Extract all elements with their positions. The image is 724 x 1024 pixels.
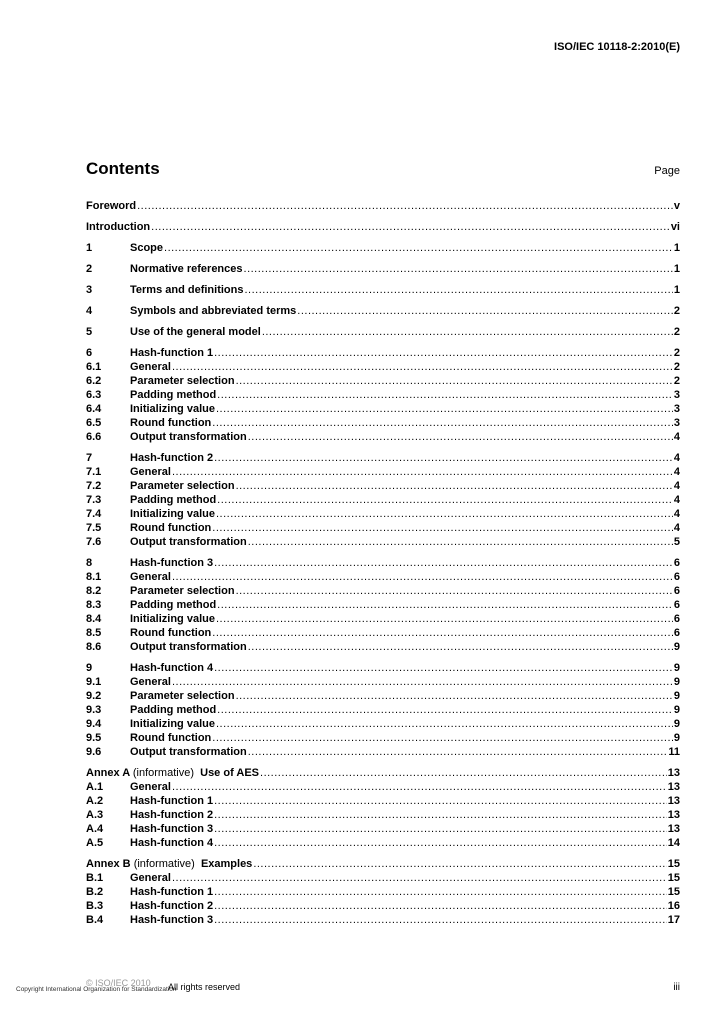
dot-leader: [214, 794, 667, 808]
toc-entry[interactable]: [86, 430, 680, 444]
toc-entry[interactable]: [86, 808, 680, 822]
toc-entry-page: 6: [673, 585, 680, 597]
toc-entry-number: 7.1: [86, 466, 102, 478]
toc-entry[interactable]: [86, 346, 680, 360]
toc-entry-title: Symbols and abbreviated terms: [130, 305, 297, 317]
toc-entry-page: vi: [670, 221, 680, 233]
toc-entry[interactable]: [86, 794, 680, 808]
dot-leader: [214, 556, 673, 570]
toc-entry-number: 9: [86, 662, 93, 674]
dot-leader: [172, 570, 673, 584]
annex-type-note: (informative): [132, 767, 194, 779]
toc-entry-number: 6.4: [86, 403, 102, 415]
toc-entry[interactable]: [86, 374, 680, 388]
toc-entry-number: 9.6: [86, 746, 102, 758]
annex-label: Annex A: [86, 767, 130, 779]
toc-entry[interactable]: [86, 871, 680, 885]
toc-entry-number: 6.2: [86, 375, 102, 387]
toc-entry[interactable]: [86, 535, 680, 549]
toc-entry-number: 6.1: [86, 361, 102, 373]
toc-entry-page: 1: [673, 284, 680, 296]
toc-entry[interactable]: [86, 913, 680, 927]
toc-entry-page: 2: [673, 375, 680, 387]
dot-leader: [262, 325, 673, 339]
page-column-label: Page: [654, 165, 680, 177]
dot-leader: [248, 430, 673, 444]
toc-entry[interactable]: [86, 661, 680, 675]
toc-group: [86, 283, 680, 297]
toc-entry[interactable]: [86, 451, 680, 465]
dot-leader: [217, 493, 673, 507]
toc-entry-number: A.4: [86, 823, 104, 835]
dot-leader: [212, 731, 673, 745]
toc-entry[interactable]: [86, 731, 680, 745]
toc-group: [86, 451, 680, 549]
toc-entry[interactable]: [86, 689, 680, 703]
dot-leader: [244, 283, 672, 297]
toc-entry-page: 6: [673, 599, 680, 611]
toc-entry[interactable]: [86, 857, 680, 871]
toc-entry-title: Round function: [130, 732, 212, 744]
dot-leader: [212, 626, 673, 640]
toc-entry-page: 13: [667, 809, 680, 821]
toc-entry-page: 1: [673, 263, 680, 275]
toc-entry[interactable]: [86, 626, 680, 640]
toc-entry[interactable]: [86, 584, 680, 598]
annex-title: Use of AES: [200, 767, 260, 779]
toc-entry-page: 6: [673, 627, 680, 639]
toc-entry-number: B.3: [86, 900, 104, 912]
toc-entry[interactable]: [86, 360, 680, 374]
dot-leader: [216, 402, 673, 416]
toc-group: [86, 857, 680, 927]
toc-entry[interactable]: [86, 598, 680, 612]
toc-entry-title: Padding method: [130, 389, 217, 401]
toc-entry-title: Initializing value: [130, 508, 215, 520]
toc-entry-number: 6.3: [86, 389, 102, 401]
dot-leader: [172, 675, 673, 689]
dot-leader: [214, 885, 667, 899]
toc-entry-title: Initializing value: [130, 403, 215, 415]
toc-entry-title: Parameter selection: [130, 690, 235, 702]
toc-entry-page: 4: [673, 494, 680, 506]
toc-entry-number: 8.3: [86, 599, 102, 611]
toc-entry[interactable]: [86, 402, 680, 416]
contents-title: Contents: [86, 159, 160, 178]
dot-leader: [217, 598, 673, 612]
toc-entry-title: Round function: [130, 627, 212, 639]
toc-group: [86, 304, 680, 318]
toc-entry[interactable]: [86, 780, 680, 794]
toc-entry-title: Scope: [130, 242, 164, 254]
dot-leader: [244, 262, 673, 276]
toc-entry-title: Parameter selection: [130, 375, 235, 387]
toc-entry-number: 9.5: [86, 732, 102, 744]
toc-entry-page: 3: [673, 403, 680, 415]
toc-entry-title: General: [130, 571, 171, 583]
toc-entry[interactable]: [86, 479, 680, 493]
toc-entry-title: Round function: [130, 522, 212, 534]
toc-entry-title: Hash-function 3: [130, 823, 214, 835]
dot-leader: [214, 822, 667, 836]
dot-leader: [172, 871, 667, 885]
toc-entry[interactable]: [86, 899, 680, 913]
dot-leader: [217, 703, 673, 717]
toc-entry[interactable]: [86, 885, 680, 899]
toc-entry[interactable]: [86, 556, 680, 570]
toc-entry-number: 7.5: [86, 522, 102, 534]
dot-leader: [151, 220, 670, 234]
toc-entry[interactable]: [86, 283, 680, 297]
toc-entry-title: Use of the general model: [130, 326, 261, 338]
copyright-stamp: © ISO/IEC 2010: [86, 978, 151, 988]
toc-entry-page: 4: [673, 452, 680, 464]
toc-entry-title: Parameter selection: [130, 480, 235, 492]
toc-entry-title: General: [130, 872, 171, 884]
toc-entry-title: Hash-function 1: [130, 795, 214, 807]
toc-entry-title: Parameter selection: [130, 585, 235, 597]
toc-entry-page: 4: [673, 480, 680, 492]
toc-entry-title: Initializing value: [130, 718, 215, 730]
toc-entry-number: 3: [86, 284, 93, 296]
toc-entry-number: 8.5: [86, 627, 102, 639]
dot-leader: [236, 374, 673, 388]
toc-entry-page: 15: [667, 858, 680, 870]
toc-entry-title: Hash-function 4: [130, 837, 214, 849]
toc-entry-page: 2: [673, 326, 680, 338]
toc-entry-page: 13: [667, 823, 680, 835]
toc-entry-number: 9.3: [86, 704, 102, 716]
toc-entry[interactable]: [86, 507, 680, 521]
toc-entry[interactable]: [86, 304, 680, 318]
toc-entry-title: Output transformation: [130, 431, 247, 443]
toc-entry-title: Output transformation: [130, 641, 247, 653]
toc-entry-number: 9.2: [86, 690, 102, 702]
toc-entry-number: 5: [86, 326, 93, 338]
dot-leader: [236, 689, 673, 703]
toc-entry-page: 9: [673, 676, 680, 688]
rights-reserved: All rights reserved: [168, 982, 241, 992]
toc-entry-title: Initializing value: [130, 613, 215, 625]
toc-entry-number: 6.6: [86, 431, 102, 443]
toc-entry-number: 6: [86, 347, 93, 359]
toc-entry-number: 9.4: [86, 718, 102, 730]
dot-leader: [137, 199, 673, 213]
toc-entry[interactable]: [86, 745, 680, 759]
toc-entry-title: Hash-function 1: [130, 347, 214, 359]
toc-entry[interactable]: [86, 493, 680, 507]
toc-entry-title: [86, 766, 259, 780]
dot-leader: [260, 766, 667, 780]
toc-entry-number: 4: [86, 305, 93, 317]
toc-entry-title: Normative references: [130, 263, 243, 275]
document-id: ISO/IEC 10118-2:2010(E): [554, 41, 680, 53]
dot-leader: [216, 507, 673, 521]
toc-entry-title: Hash-function 2: [130, 900, 214, 912]
toc-entry-title: General: [130, 361, 171, 373]
toc-entry-page: 4: [673, 466, 680, 478]
toc-entry-title: Hash-function 1: [130, 886, 214, 898]
dot-leader: [236, 479, 673, 493]
toc-entry-number: 6.5: [86, 417, 102, 429]
toc-entry-title: Foreword: [86, 200, 137, 212]
toc-group: [86, 325, 680, 339]
dot-leader: [164, 241, 673, 255]
toc-entry-title: Padding method: [130, 494, 217, 506]
dot-leader: [214, 913, 667, 927]
toc-entry[interactable]: [86, 766, 680, 780]
dot-leader: [214, 346, 673, 360]
toc-entry-title: Round function: [130, 417, 212, 429]
toc-entry[interactable]: [86, 199, 680, 213]
toc-entry[interactable]: [86, 465, 680, 479]
toc-entry-number: B.2: [86, 886, 104, 898]
toc-entry-page: 9: [673, 704, 680, 716]
toc-entry-page: 9: [673, 662, 680, 674]
toc-entry[interactable]: [86, 220, 680, 234]
annex-type-note: (informative): [133, 858, 195, 870]
toc-entry-number: B.1: [86, 872, 104, 884]
dot-leader: [212, 416, 673, 430]
dot-leader: [217, 388, 673, 402]
toc-entry-title: Hash-function 3: [130, 557, 214, 569]
toc-entry-number: A.3: [86, 809, 104, 821]
toc-entry-page: 3: [673, 417, 680, 429]
toc-entry-page: 9: [673, 718, 680, 730]
toc-entry-number: 7.6: [86, 536, 102, 548]
dot-leader: [214, 808, 667, 822]
dot-leader: [214, 661, 673, 675]
toc-entry[interactable]: [86, 416, 680, 430]
toc-entry-title: General: [130, 466, 171, 478]
dot-leader: [214, 836, 667, 850]
toc-entry-number: 9.1: [86, 676, 102, 688]
toc-entry-number: A.5: [86, 837, 104, 849]
toc-group: [86, 346, 680, 444]
toc-entry[interactable]: [86, 717, 680, 731]
toc-entry-page: v: [673, 200, 680, 212]
toc-entry-page: 5: [673, 536, 680, 548]
toc-entry[interactable]: [86, 325, 680, 339]
toc-group: [86, 241, 680, 255]
toc-entry-title: Hash-function 2: [130, 809, 214, 821]
toc-group: [86, 199, 680, 213]
annex-title: Examples: [200, 858, 253, 870]
toc-entry-page: 9: [673, 690, 680, 702]
toc-entry-title: [86, 857, 252, 871]
dot-leader: [248, 745, 668, 759]
toc-entry[interactable]: [86, 640, 680, 654]
toc-entry[interactable]: [86, 521, 680, 535]
toc-entry-number: A.1: [86, 781, 104, 793]
toc-entry-page: 4: [673, 508, 680, 520]
toc-group: [86, 766, 680, 850]
toc-entry[interactable]: [86, 241, 680, 255]
dot-leader: [248, 535, 673, 549]
toc-entry[interactable]: [86, 703, 680, 717]
toc-entry-title: General: [130, 781, 171, 793]
toc-entry[interactable]: [86, 822, 680, 836]
dot-leader: [172, 465, 673, 479]
toc-entry-page: 3: [673, 389, 680, 401]
toc-entry[interactable]: [86, 675, 680, 689]
toc-entry-page: 13: [667, 795, 680, 807]
toc-entry-number: 7: [86, 452, 93, 464]
toc-entry-page: 4: [673, 431, 680, 443]
toc-entry-number: 2: [86, 263, 93, 275]
toc-entry-page: 4: [673, 522, 680, 534]
toc-entry[interactable]: [86, 836, 680, 850]
toc-entry-page: 9: [673, 641, 680, 653]
toc-entry-page: 1: [673, 242, 680, 254]
toc-entry-title: Hash-function 4: [130, 662, 214, 674]
dot-leader: [236, 584, 673, 598]
toc-entry-number: 7.4: [86, 508, 102, 520]
toc-entry-title: General: [130, 676, 171, 688]
toc-entry-number: B.4: [86, 914, 104, 926]
footer-page-number: iii: [673, 982, 680, 993]
toc-entry[interactable]: [86, 388, 680, 402]
toc-entry-title: Padding method: [130, 599, 217, 611]
toc-entry-title: Hash-function 2: [130, 452, 214, 464]
toc-entry-title: Terms and definitions: [130, 284, 244, 296]
toc-entry-number: 8.1: [86, 571, 102, 583]
toc-entry-page: 9: [673, 732, 680, 744]
dot-leader: [214, 899, 667, 913]
dot-leader: [253, 857, 666, 871]
toc-entry-title: Introduction: [86, 221, 151, 233]
toc-entry-page: 15: [667, 872, 680, 884]
toc-entry-page: 2: [673, 347, 680, 359]
toc-entry-page: 13: [667, 767, 680, 779]
toc-entry-page: 13: [667, 781, 680, 793]
toc-entry-number: A.2: [86, 795, 104, 807]
toc-group: [86, 556, 680, 654]
dot-leader: [212, 521, 673, 535]
toc-entry-page: 11: [668, 746, 680, 758]
dot-leader: [216, 717, 673, 731]
toc-entry-page: 14: [667, 837, 680, 849]
toc-group: [86, 220, 680, 234]
dot-leader: [172, 360, 673, 374]
toc-entry-page: 17: [667, 914, 680, 926]
toc-entry-title: Output transformation: [130, 536, 247, 548]
toc-entry-page: 15: [667, 886, 680, 898]
toc-entry-number: 8.4: [86, 613, 102, 625]
dot-leader: [214, 451, 673, 465]
dot-leader: [297, 304, 673, 318]
toc-entry-title: Padding method: [130, 704, 217, 716]
toc-entry[interactable]: [86, 262, 680, 276]
toc-entry-title: Output transformation: [130, 746, 247, 758]
toc-group: [86, 661, 680, 759]
toc-entry-page: 2: [673, 361, 680, 373]
toc-entry-number: 7.3: [86, 494, 102, 506]
toc-entry-page: 16: [667, 900, 680, 912]
copyright-watermark: Copyright International Organization for Standardization: [16, 986, 177, 993]
table-of-contents: [86, 199, 680, 927]
toc-entry-number: 1: [86, 242, 93, 254]
dot-leader: [172, 780, 667, 794]
toc-group: [86, 262, 680, 276]
toc-entry-number: 8.6: [86, 641, 102, 653]
annex-label: Annex B: [86, 858, 131, 870]
toc-entry-page: 6: [673, 613, 680, 625]
toc-entry-page: 6: [673, 571, 680, 583]
toc-entry-number: 8.2: [86, 585, 102, 597]
dot-leader: [248, 640, 673, 654]
toc-entry-number: 7.2: [86, 480, 102, 492]
toc-entry[interactable]: [86, 570, 680, 584]
toc-entry[interactable]: [86, 612, 680, 626]
toc-entry-number: 8: [86, 557, 93, 569]
toc-entry-page: 2: [673, 305, 680, 317]
toc-entry-title: Hash-function 3: [130, 914, 214, 926]
dot-leader: [216, 612, 673, 626]
toc-entry-page: 6: [673, 557, 680, 569]
